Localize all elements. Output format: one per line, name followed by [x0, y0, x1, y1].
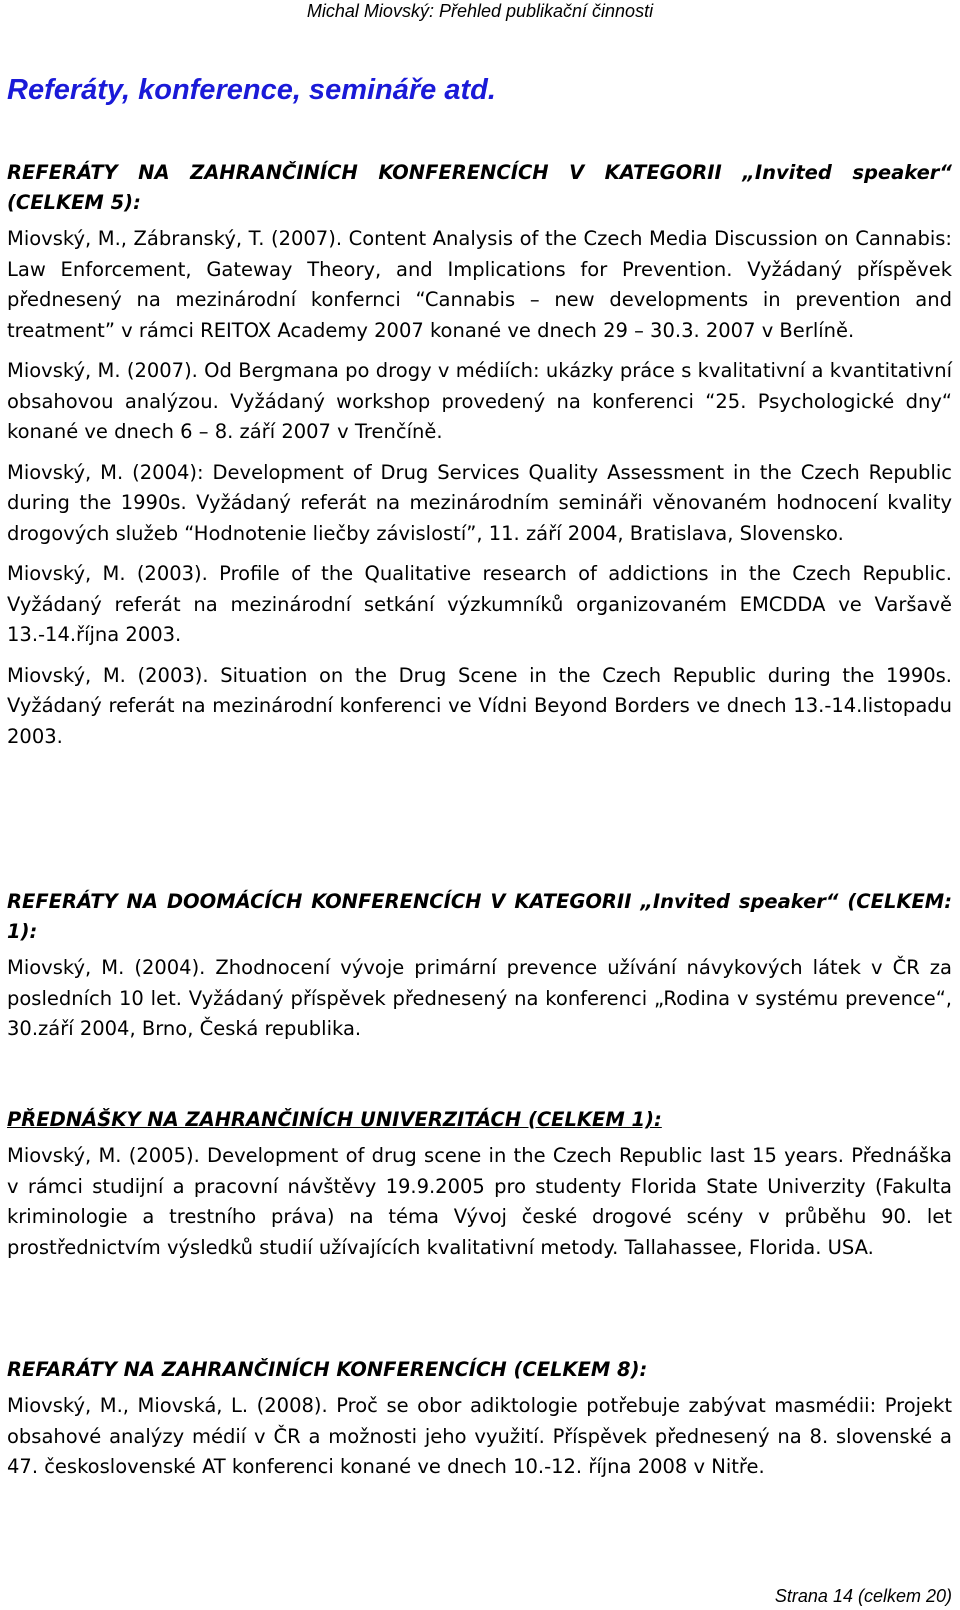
- section-heading: REFARÁTY NA ZAHRANČINÍCH KONFERENCÍCH (CELKEM 8):: [7, 1358, 648, 1381]
- section-invited-abroad: [7, 158, 952, 762]
- section-heading: REFERÁTY NA ZAHRANČINÍCH KONFERENCÍCH V KATEGORII „Invited speaker“ (CELKEM 5):: [7, 161, 952, 214]
- list-item: Miovský, M. (2003). Profile of the Qualitative research of addictions in the Czech Republic. Vyžádaný referát na mezinárodní setkání výzkumníků organizovaném EMCDDA ve Varšavě 13.-14.října 2003.: [7, 562, 952, 646]
- section-invited-domestic: [7, 887, 952, 1055]
- list-item: Miovský, M., Miovská, L. (2008). Proč se obor adiktologie potřebuje zabývat masmédii: Projekt obsahové analýzy médií v ČR a možnosti jeho využití. Příspěvek přednesený na 8. slovenské a 47. československé AT konferenci konané ve dnech 10.-12. října 2008 v Nitře.: [7, 1394, 952, 1478]
- list-item: Miovský, M. (2007). Od Bergmana po drogy v médiích: ukázky práce s kvalitativní a kvantitativní obsahovou analýzou. Vyžádaný workshop provedený na konferenci “25. Psychologické dny“ konané ve dnech 6 – 8. září 2007 v Trenčíně.: [7, 359, 952, 443]
- running-header: Michal Miovský: Přehled publikační činnosti: [306, 1, 654, 21]
- list-item: Miovský, M. (2005). Development of drug scene in the Czech Republic last 15 years. Přednáška v rámci studijní a pracovní návštěvy 19.9.2005 pro studenty Florida State Univerzity (Fakulta kriminologie a trestního práva) na téma Vývoj české drogové scény v průběhu 90. let prostřednictvím výsledků studií užívajících kvalitativní metody. Tallahassee, Florida. USA.: [7, 1144, 952, 1259]
- section-heading: REFERÁTY NA DOOMÁCÍCH KONFERENCÍCH V KATEGORII „Invited speaker“ (CELKEM: 1):: [7, 890, 952, 943]
- section-heading: PŘEDNÁŠKY NA ZAHRANČINÍCH UNIVERZITÁCH (CELKEM 1):: [7, 1108, 662, 1131]
- list-item: Miovský, M. (2004). Zhodnocení vývoje primární prevence užívání návykových látek v ČR za posledních 10 let. Vyžádaný příspěvek přednesený na konferenci „Rodina v systému prevence“, 30.září 2004, Brno, Česká republika.: [7, 956, 952, 1040]
- section-papers-abroad: [7, 1355, 952, 1493]
- list-item: Miovský, M. (2003). Situation on the Drug Scene in the Czech Republic during the 1990s. Vyžádaný referát na mezinárodní konferenci ve Vídni Beyond Borders ve dnech 13.-14.listopadu 2003.: [7, 663, 952, 748]
- page-number: Strana 14 (celkem 20): [774, 1586, 952, 1606]
- list-item: Miovský, M. (2004): Development of Drug Services Quality Assessment in the Czech Republic during the 1990s. Vyžádaný referát na mezinárodním semináři věnovaném hodnocení kvality drogových služeb “Hodnotenie liečby závislostí”, 11. září 2004, Bratislava, Slovensko.: [7, 460, 952, 545]
- list-item: Miovský, M., Zábranský, T. (2007). Content Analysis of the Czech Media Discussion on Cannabis: Law Enforcement, Gateway Theory, and Implications for Prevention. Vyžádaný příspěvek přednesený na mezinárodní konfernci “Cannabis – new developments in prevention and treatment” v rámci REITOX Academy 2007 konané ve dnech 29 – 30.3. 2007 v Berlíně.: [7, 227, 952, 342]
- section-lectures-abroad: [7, 1105, 952, 1273]
- page-title: Referáty, konference, semináře atd.: [7, 74, 496, 106]
